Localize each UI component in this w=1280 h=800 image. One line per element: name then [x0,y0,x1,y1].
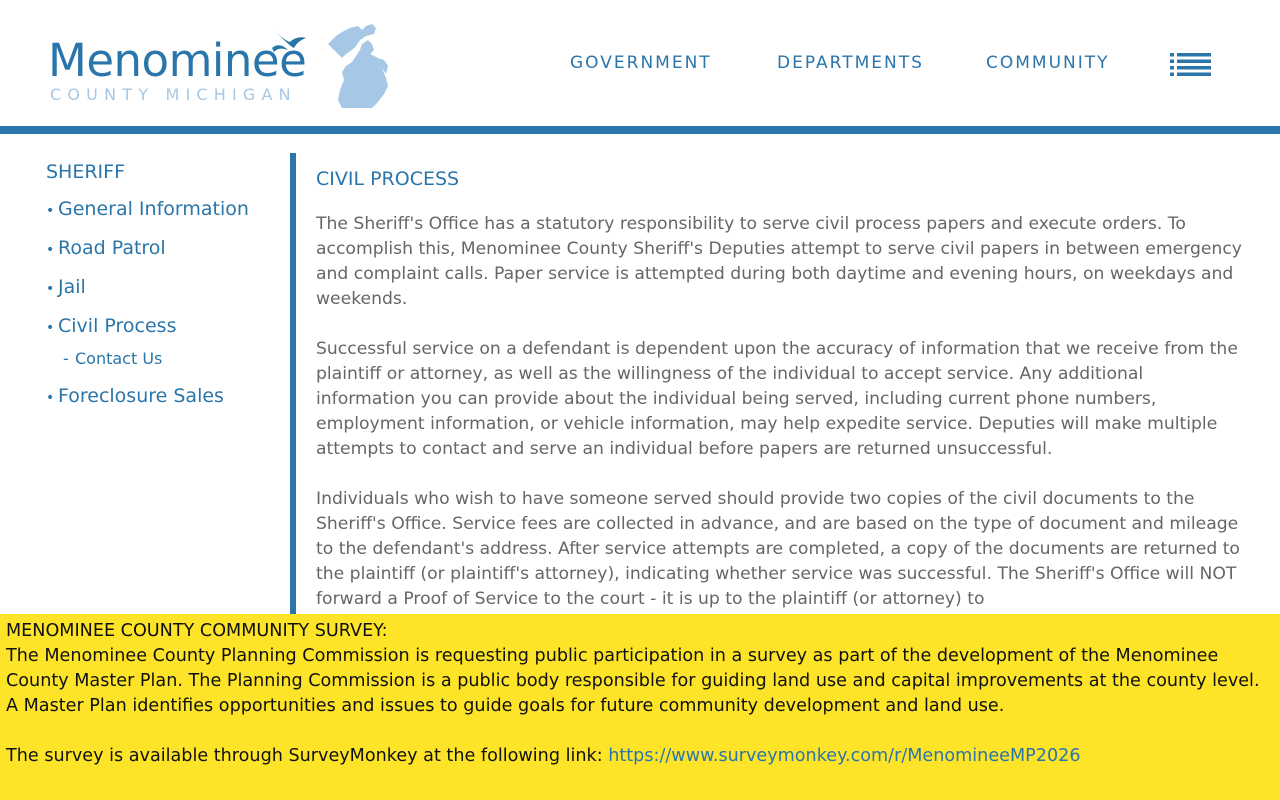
paragraph-successful-service: Successful service on a defendant is dependent upon the accuracy of information that we receive from the plaintiff or attorney, as well as the willingness of the individual to accept service. Any additional information you can provide about the individual being served, including current phone numbers, employment information, or vehicle information, may help expedite service. Deputies will make multiple attempts to contact and serve an individual before papers are returned unsuccessful. [316,339,1238,459]
community-survey-banner [0,614,1280,800]
sidebar-link-jail[interactable]: Jail [58,276,86,298]
sidebar-list [46,195,276,412]
survey-link-intro: The survey is available through SurveyMonkey at the following link: [6,746,609,766]
nav-government[interactable]: GOVERNMENT [570,53,712,73]
sidebar [46,158,276,421]
bullet-icon: • [46,320,55,336]
survey-body: The Menominee County Planning Commission is requesting public participation in a survey as part of the development of the Menominee County Master Plan. The Planning Commission is a public body responsible for guiding land use and capital improvements at the county level. A Master Plan identifies opportunities and issues to guide goals for future community development and land use. [6,646,1260,716]
sidebar-link-contact-us[interactable]: Contact Us [75,349,163,368]
logo-subtitle: COUNTY MICHIGAN [50,85,297,104]
sidebar-link-foreclosure-sales[interactable]: Foreclosure Sales [58,385,224,407]
sidebar-item-jail [46,273,276,303]
content-accent-bar [290,153,296,623]
paragraph-statutory-responsibility: The Sheriff's Office has a statutory responsibility to serve civil process papers and execute orders. To accomplish this, Menominee County Sheriff's Deputies attempt to serve civil papers in between emergency and complaint calls. Paper service is attempted during both daytime and evening hours, on weekdays and weekends. [316,214,1242,309]
survey-heading: MENOMINEE COUNTY COMMUNITY SURVEY: [6,621,388,641]
sidebar-heading-sheriff[interactable]: SHERIFF [46,161,126,183]
site-logo[interactable] [48,14,388,110]
sidebar-item-road-patrol [46,234,276,264]
dash-icon: - [63,349,69,368]
main-content [316,164,1246,637]
nav-departments[interactable]: DEPARTMENTS [777,53,924,73]
sidebar-link-civil-process[interactable]: Civil Process [58,315,177,337]
sidebar-subitem-contact-us [63,347,276,371]
logo-title: Menominee [48,34,307,87]
sidebar-item-foreclosure-sales [46,382,276,412]
nav-community[interactable]: COMMUNITY [986,53,1110,73]
header-divider [0,126,1280,134]
survey-link[interactable]: https://www.surveymonkey.com/r/MenomineeMP2026 [608,746,1081,766]
top-navigation [538,53,1158,77]
survey-link-line [6,744,1274,769]
sidebar-link-general-information[interactable]: General Information [58,198,249,220]
page-title: CIVIL PROCESS [316,168,460,190]
sidebar-item-general-information [46,195,276,225]
sidebar-link-road-patrol[interactable]: Road Patrol [58,237,166,259]
bullet-icon: • [46,281,55,297]
site-header [0,0,1280,126]
sidebar-item-civil-process [46,312,276,342]
paragraph-individuals-served: Individuals who wish to have someone served should provide two copies of the civil documents to the Sheriff's Office. Service fees are collected in advance, and are based on the type of document and mileage to the defendant's address. After service attempts are completed, a copy of the documents are returned to the plaintiff (or plaintiff's attorney), indicating whether service was successful. The Sheriff's Office will NOT forward a Proof of Service to the court - it is up to the plaintiff (or attorney) to [316,489,1240,609]
hamburger-list-icon[interactable] [1170,52,1211,76]
bullet-icon: • [46,390,55,406]
bullet-icon: • [46,203,55,219]
bullet-icon: • [46,242,55,258]
